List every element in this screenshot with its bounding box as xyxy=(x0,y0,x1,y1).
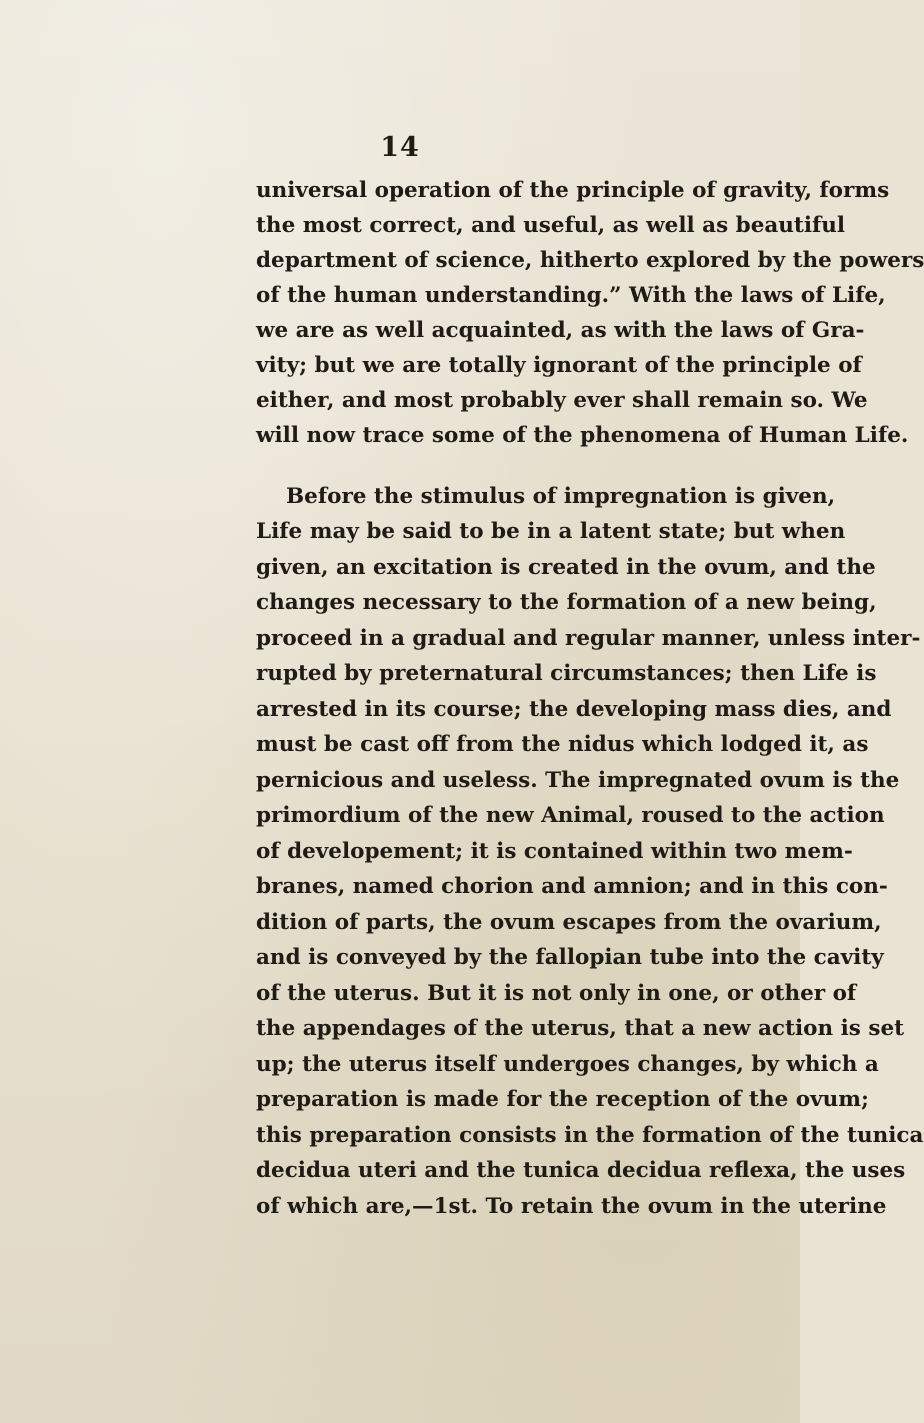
text-line: rupted by preternatural circumstances; then Life is xyxy=(256,661,877,686)
text-line: arrested in its course; the developing mass dies, and xyxy=(256,697,892,722)
text-line: Before the stimulus of impregnation is given, xyxy=(286,484,836,509)
text-line: of the uterus. But it is not only in one, or other of xyxy=(256,981,857,1006)
text-line: and is conveyed by the fallopian tube into the cavity xyxy=(256,945,884,970)
text-line: preparation is made for the reception of the ovum; xyxy=(256,1087,869,1112)
text-line: pernicious and useless. The impregnated ovum is the xyxy=(256,768,900,793)
text-line: of which are,—1st. To retain the ovum in the uterine xyxy=(256,1194,887,1219)
text-line: the most correct, and useful, as well as beautiful xyxy=(256,213,846,238)
text-line: either, and most probably ever shall remain so. We xyxy=(256,388,868,413)
text-line: this preparation consists in the formation of the tunica xyxy=(256,1123,924,1148)
text-line: of developement; it is contained within two mem- xyxy=(256,839,853,864)
text-line: vity; but we are totally ignorant of the principle of xyxy=(256,353,862,378)
text-line: we are as well acquainted, as with the laws of Gra- xyxy=(256,318,865,343)
text-line: dition of parts, the ovum escapes from the ovarium, xyxy=(256,910,882,935)
text-line: the appendages of the uterus, that a new action is set xyxy=(256,1016,905,1041)
text-line: primordium of the new Animal, roused to the action xyxy=(256,803,885,828)
text-line: given, an excitation is created in the ovum, and the xyxy=(256,555,876,580)
text-line: up; the uterus itself undergoes changes, by which a xyxy=(256,1052,879,1077)
text-line: department of science, hitherto explored by the powers xyxy=(256,248,924,273)
text-line: universal operation of the principle of gravity, forms xyxy=(256,178,890,203)
text-line: branes, named chorion and amnion; and in this con- xyxy=(256,874,888,899)
text-line: proceed in a gradual and regular manner, unless inter- xyxy=(256,626,921,651)
text-line: decidua uteri and the tunica decidua reflexa, the uses xyxy=(256,1158,906,1183)
text-line: must be cast off from the nidus which lodged it, as xyxy=(256,732,869,757)
page-number: 14 xyxy=(380,132,420,163)
text-line: will now trace some of the phenomena of Human Life. xyxy=(256,423,909,448)
text-line: changes necessary to the formation of a new being, xyxy=(256,590,877,615)
text-line: of the human understanding.” With the laws of Life, xyxy=(256,283,886,308)
text-line: Life may be said to be in a latent state; but when xyxy=(256,519,846,544)
